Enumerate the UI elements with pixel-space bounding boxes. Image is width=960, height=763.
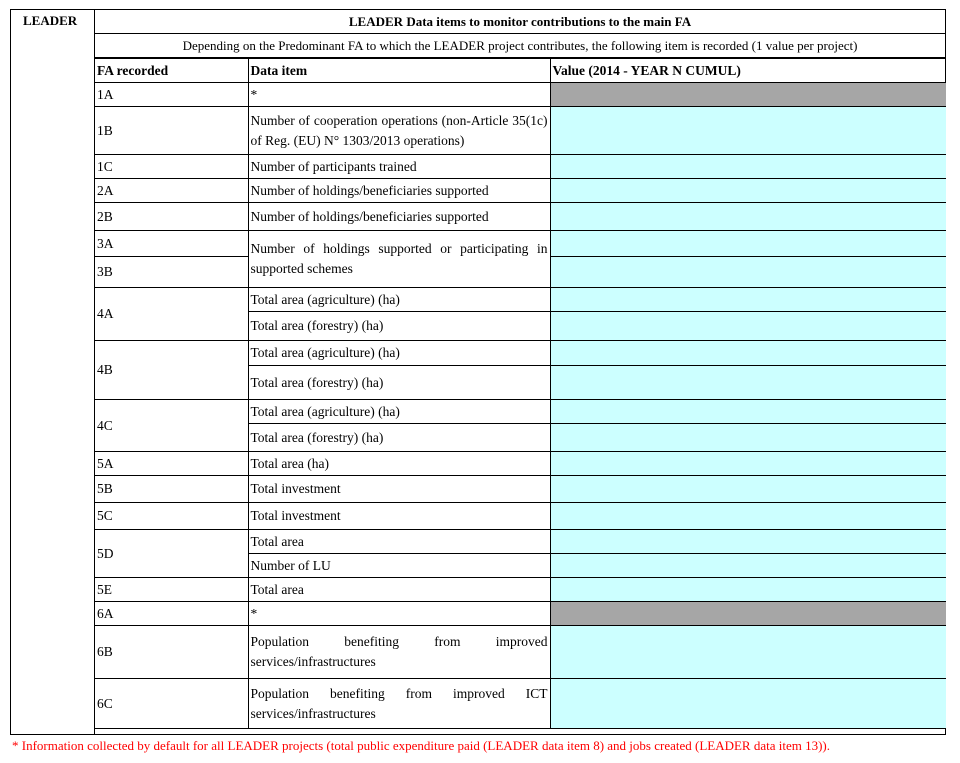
fa-code: 4A <box>95 288 248 341</box>
data-item: Total area (agriculture) (ha) <box>248 288 550 312</box>
fa-code: 5A <box>95 452 248 476</box>
value-cell[interactable] <box>550 107 946 155</box>
data-item: Total area (ha) <box>248 452 550 476</box>
header-fa-recorded: FA recorded <box>95 59 248 83</box>
value-cell[interactable] <box>550 231 946 257</box>
table-row <box>95 602 946 626</box>
leader-label: LEADER <box>23 13 78 28</box>
data-item: Number of holdings/beneficiaries supported <box>248 203 550 231</box>
table-row <box>95 107 946 155</box>
value-cell[interactable] <box>550 341 946 366</box>
data-item: * <box>248 602 550 626</box>
data-item: Number of cooperation operations (non-Article 35(1c) of Reg. (EU) N° 1303/2013 operations) <box>248 107 550 155</box>
data-item: Number of LU <box>248 554 550 578</box>
data-item: Total area (agriculture) (ha) <box>248 400 550 424</box>
value-cell[interactable] <box>550 312 946 341</box>
value-cell-disabled <box>550 602 946 626</box>
value-cell[interactable] <box>550 288 946 312</box>
fa-code: 4B <box>95 341 248 400</box>
table-row <box>95 503 946 530</box>
table-row <box>95 155 946 179</box>
header-value: Value (2014 - YEAR N CUMUL) <box>550 59 946 83</box>
fa-code: 6B <box>95 626 248 679</box>
fa-code: 6A <box>95 602 248 626</box>
fa-code: 2A <box>95 179 248 203</box>
value-cell[interactable] <box>550 503 946 530</box>
data-item: Number of holdings/beneficiaries supported <box>248 179 550 203</box>
value-cell[interactable] <box>550 530 946 554</box>
table-row <box>95 400 946 424</box>
fa-code: 1B <box>95 107 248 155</box>
table-row <box>95 231 946 257</box>
data-item: Total area (forestry) (ha) <box>248 424 550 452</box>
data-item: Total area (forestry) (ha) <box>248 366 550 400</box>
table-row <box>95 476 946 503</box>
data-item: Total investment <box>248 503 550 530</box>
value-cell-disabled <box>550 83 946 107</box>
data-item: Total area (agriculture) (ha) <box>248 341 550 366</box>
data-item: * <box>248 83 550 107</box>
table-row <box>95 288 946 312</box>
fa-code: 5C <box>95 503 248 530</box>
fa-code: 4C <box>95 400 248 452</box>
data-item: Number of participants trained <box>248 155 550 179</box>
leader-column <box>11 10 95 734</box>
table-row <box>95 203 946 231</box>
fa-code: 3A <box>95 231 248 257</box>
fa-code: 3B <box>95 257 248 288</box>
value-cell[interactable] <box>550 626 946 679</box>
table-row <box>95 341 946 366</box>
data-items-table <box>95 58 946 729</box>
table-row <box>95 179 946 203</box>
data-item: Total area (forestry) (ha) <box>248 312 550 341</box>
value-cell[interactable] <box>550 424 946 452</box>
data-item: Total investment <box>248 476 550 503</box>
header-row <box>95 59 946 83</box>
fa-code: 6C <box>95 679 248 729</box>
header-data-item: Data item <box>248 59 550 83</box>
table-row <box>95 83 946 107</box>
data-item: Total area <box>248 578 550 602</box>
table-row <box>95 626 946 679</box>
value-cell[interactable] <box>550 366 946 400</box>
table-row <box>95 530 946 554</box>
value-cell[interactable] <box>550 554 946 578</box>
value-cell[interactable] <box>550 400 946 424</box>
table-row <box>95 452 946 476</box>
leader-table-frame <box>10 9 946 735</box>
table-title: LEADER Data items to monitor contributions to the main FA <box>95 10 945 34</box>
data-item: Population benefiting from improved ICT services/infrastructures <box>248 679 550 729</box>
value-cell[interactable] <box>550 578 946 602</box>
fa-code: 1C <box>95 155 248 179</box>
data-item: Population benefiting from improved services/infrastructures <box>248 626 550 679</box>
data-item: Total area <box>248 530 550 554</box>
fa-code: 1A <box>95 83 248 107</box>
main-section <box>95 10 945 734</box>
fa-code: 2B <box>95 203 248 231</box>
value-cell[interactable] <box>550 203 946 231</box>
value-cell[interactable] <box>550 155 946 179</box>
data-item: Number of holdings supported or participating in supported schemes <box>248 231 550 288</box>
table-row <box>95 679 946 729</box>
fa-code: 5D <box>95 530 248 578</box>
value-cell[interactable] <box>550 679 946 729</box>
fa-code: 5E <box>95 578 248 602</box>
footnote: * Information collected by default for all LEADER projects (total public expenditure paid (LEADER data item 8) and jobs created (LEADER data item 13)). <box>12 738 831 753</box>
table-subtitle: Depending on the Predominant FA to which the LEADER project contributes, the following item is recorded (1 value per project) <box>95 34 945 58</box>
value-cell[interactable] <box>550 179 946 203</box>
value-cell[interactable] <box>550 452 946 476</box>
fa-code: 5B <box>95 476 248 503</box>
table-row <box>95 578 946 602</box>
value-cell[interactable] <box>550 257 946 288</box>
value-cell[interactable] <box>550 476 946 503</box>
